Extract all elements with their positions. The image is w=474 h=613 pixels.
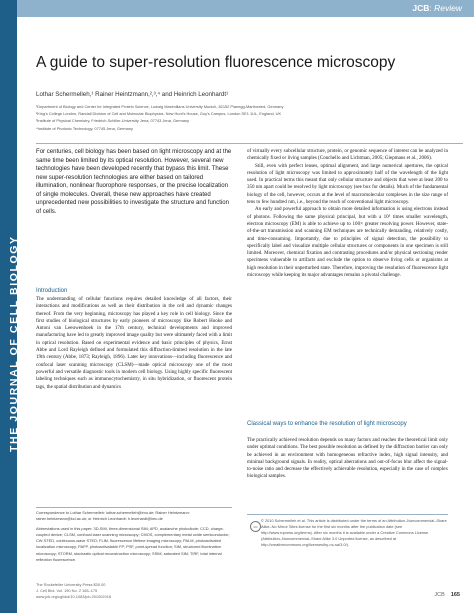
affiliation-2: ²King's College London, Randall Division of Cell and Molecular Biophysics, New Hunt's House, Guy's Campus, London SE1 1UL, England, UK [36, 111, 282, 117]
header-journal: JCB [412, 3, 430, 13]
abstract: For centuries, cell biology has been based on light microscopy and at the same time been limited by its optical resolution. However, several new technologies have been developed recently that bypass this limit. These new super-resolution technologies are either based on tailored illumination, nonlinear fluorophore responses, or the precise localization of single molecules. Overall, these new approaches have created unprecedented new possibilities to investigate the structure and function of cells. [36, 149, 232, 215]
article-authors: Lothar Schermelleh,¹ Rainer Heintzmann,²,³,⁴ and Heinrich Leonhardt¹ [36, 91, 229, 98]
license-body: © 2010 Schermelleh et al. This article is distributed under the terms of an Attribution–Noncommercial–Share Alike–No Mirror Sites license for the first six months after the publication date (see http://www.rupress.org/terms). After six months it is available under a Creative Commons License (Attribution–Noncommercial–Share Alike 3.0 Unported license, as described at http://creativecommons.org/licenses/by-nc-sa/3.0/). [261, 518, 447, 548]
abbreviations-text: Abbreviations used in this paper: 3D-SIM, three-dimensional SIM; APD, avalanche photodiode; CCD, charge-coupled device; CLSM, confocal laser scanning microscopy; CMOS, complementary metal oxide semiconductor; CW-STED, continuous-wave STED; FLIM, fluorescence lifetime imaging microscopy; PALM, photoactivated localization microscopy; PAFP, photoactivatable FP; PSF, point-spread function; SIM, structured illumination microscopy; STORM, stochastic optical reconstruction microscopy; SSIM, saturated SIM; TIRF, total internal reflection fluorescence. [36, 525, 230, 563]
classical-text: The practically achieved resolution depends on many factors and reaches the theoretical limit only under optimal conditions. The best possible resolution as defined by the diffraction barrier can only be achieved in an environment with homogeneous refractive index, high signal intensity, and minimal background signals. In reality, optical aberrations and out-of-focus blur affect the signal-to-noise ratio and decrease the effectively achievable resolution, especially in the case of complex biological samples. [247, 437, 448, 480]
header-section: Review [434, 3, 462, 13]
affiliations [36, 103, 456, 132]
header-bar [17, 0, 474, 17]
footer-doi-link[interactable]: www.jcb.org/cgi/doi/10.1083/jcb.201002018 [36, 593, 112, 599]
license-divider [247, 514, 448, 515]
correspondence-block [36, 510, 232, 563]
article-title: A guide to super-resolution fluorescence microscopy [36, 54, 396, 71]
right-column-body [247, 148, 448, 279]
journal-side-band [0, 0, 20, 613]
body-paragraph-1: of virtually every subcellular structure, protein, or genomic sequence of interest can be analyzed in chemically fixed or living samples (Conchello and Lichtman, 2005; Giepmans et al., 2006). [247, 148, 448, 162]
footer-page [434, 592, 460, 598]
introduction-text: The understanding of cellular functions requires detailed knowledge of all factors, their interactions and modifications as well as their distribution in the cell and dynamic changes thereof. From the very beginning, microscopy has played a key role in cell biology. Since the first studies of biological structures by early pioneers of microscopy like Robert Hooke and Antoni van Leeuwenhoek in the 17th century, technical developments and improved manufacturing have led to greatly improved image quality but were ultimately faced with a limit in optical resolution. Based on experimental evidence and basic principles of physics, Ernst Abbe and Lord Rayleigh defined and formulated this diffraction-limited resolution in the late 19th century (Abbe, 1873; Rayleigh, 1896). Later key innovations—including fluorescence and confocal laser scanning microscopy (CLSM)—made optical microscopy one of the most powerful and versatile diagnostic tools in modern cell biology. Using highly specific fluorescent labeling techniques such as immunocytochemistry, in situ hybridization, or fluorescent protein tags, the spatial distribution and dynamics [36, 296, 232, 390]
footer-journal-citation: J. Cell Biol. Vol. 190 No. 2 165–175 [36, 587, 98, 593]
journal-vertical-title: THE JOURNAL OF CELL BIOLOGY [8, 235, 20, 452]
footer-journal: JCB [434, 592, 445, 598]
affiliation-3: ³Institute of Physical Chemistry, Friedrich-Schiller-University Jena, 07743 Jena, Germany [36, 118, 190, 124]
correspondence-text: Correspondence to Lothar Schermelleh: lothar.schermelleh@lmu.de; Rainer Heintzmann: rainer.heintzmann@kcl.ac.uk; or Heinrich Leonhardt: h.leonhardt@lmu.de [36, 510, 190, 522]
body-paragraph-2: Still, even with perfect lenses, optimal alignment, and large numerical apertures, the optical resolution of light microscopy was limited to approximately half of the wavelength of the light used. In practical terms this meant that only cellular structure and objects that were at least 200 to 350 nm apart could be resolved by light microscopy (see box for details). Much of the fundamental biology of the cell, however, occurs at the level of macromolecular complexes in the size range of tens to few hundred nm, i.e., beyond the reach of conventional light microscopy. [247, 162, 448, 206]
license-text [247, 518, 448, 548]
footer-publisher: The Rockefeller University Press $30.00 [36, 582, 106, 587]
classical-heading: Classical ways to enhance the resolution of light microscopy [247, 421, 407, 427]
affiliation-1: ¹Department of Biology and Center for Integrated Protein Science, Ludwig Maximilians University Munich, 82152 Planegg-Martinsried, Germany [36, 104, 284, 109]
page-number: 165 [450, 592, 460, 598]
header-label [412, 3, 462, 13]
cc-icon: cc [250, 521, 261, 532]
affiliation-4: ⁴Institute of Photonic Technology, 07745 Jena, Germany [36, 125, 133, 131]
footer-citation [36, 582, 232, 599]
body-paragraph-3: An early and powerful approach to obtain more detailed information is using electrons instead of photons. Following the same physical principal, but with a 10⁵ times smaller wavelength, electron microscopy (EM) is able to achieve up to 100× greater resolving power. However, state-of-the-art transmission and scanning EM techniques are technically demanding, relatively costly, and time-consuming. Importantly, due to principles of signal detection, the possibility to specifically label and visualize multiple cellular structures or components in one specimen is still limited. Moreover, chemical fixation and contrasting procedures and/or physical sectioning render specimens vulnerable to artifacts and exclude the option to observe living cells or organisms at high resolution in their unperturbed state. Therefore, improving the resolution of fluorescence light microscopy while keeping its major advantages remains a pivotal challenge. [247, 206, 448, 279]
correspondence-divider [36, 507, 232, 508]
introduction-heading: Introduction [36, 288, 68, 294]
header-divider [36, 143, 463, 144]
header-separator: : [429, 3, 435, 13]
